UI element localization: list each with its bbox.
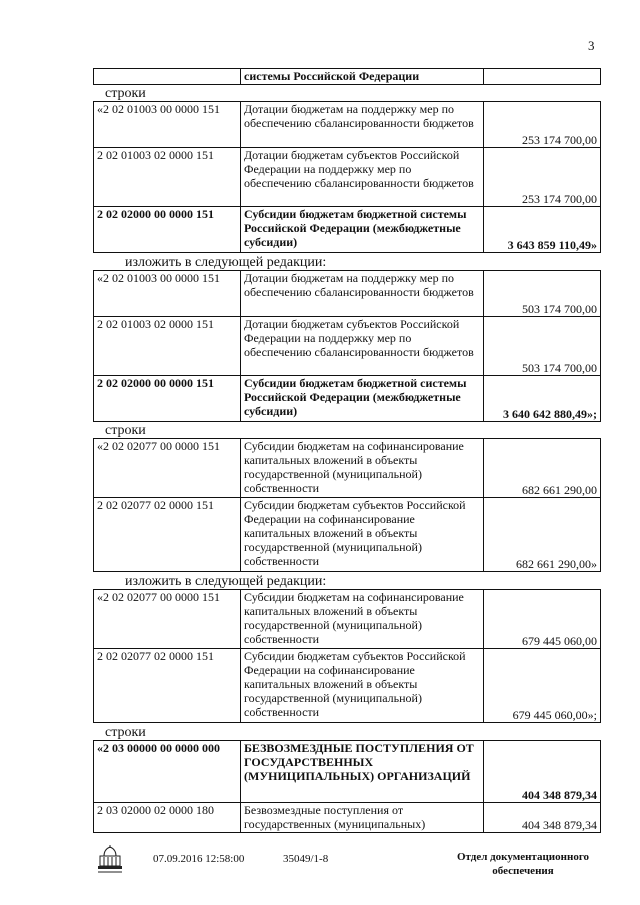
table-cell-name: Субсидии бюджетам бюджетной системы Российской Федерации (межбюджетные субсидии) (241, 376, 484, 422)
table-cell-code: 2 02 01003 02 0000 151 (94, 148, 241, 207)
page-number: 3 (588, 38, 595, 53)
table-cell-amount: 253 174 700,00 (484, 148, 601, 207)
table-cell-name: Безвозмездные поступления от государственных (муниципальных) (241, 803, 484, 833)
table-block-4 (93, 589, 601, 723)
table-cell-name: Дотации бюджетам субъектов Российской Федерации на поддержку мер по обеспечению сбалансированности бюджетов (241, 317, 484, 376)
table-cell-code: «2 03 00000 00 0000 000 (94, 741, 241, 803)
table-cell-amount (484, 69, 601, 85)
table-cell-code: 2 02 02077 02 0000 151 (94, 498, 241, 572)
table-cell-amount: 682 661 290,00» (484, 498, 601, 572)
table-cell-amount: 503 174 700,00 (484, 317, 601, 376)
table-block-2 (93, 270, 601, 422)
top-fragment-table (93, 68, 601, 85)
table-cell-amount: 404 348 879,34 (484, 741, 601, 803)
table-cell-name: Субсидии бюджетам бюджетной системы Российской Федерации (межбюджетные субсидии) (241, 207, 484, 253)
table-cell-name: Субсидии бюджетам на софинансирование капитальных вложений в объекты государственной (муниципальной) собственности (241, 590, 484, 649)
table-cell-name: Субсидии бюджетам на софинансирование капитальных вложений в объекты государственной (муниципальной) собственности (241, 439, 484, 498)
footer-date: 07.09.2016 12:58:00 (153, 853, 245, 865)
label-stroki: строки (105, 86, 146, 101)
duma-logo-icon (96, 845, 124, 875)
table-cell-name: Субсидии бюджетам субъектов Российской Федерации на софинансирование капитальных вложений в объекты государственной (муниципальной) собственности (241, 498, 484, 572)
table-cell-code: 2 02 02000 00 0000 151 (94, 376, 241, 422)
table-cell-code: 2 02 01003 02 0000 151 (94, 317, 241, 376)
table-cell-code: «2 02 02077 00 0000 151 (94, 590, 241, 649)
table-block-1 (93, 101, 601, 253)
table-cell-amount: 3 640 642 880,49»; (484, 376, 601, 422)
label-stroki: строки (105, 725, 146, 740)
table-cell-amount: 3 643 859 110,49» (484, 207, 601, 253)
label-stroki: строки (105, 423, 146, 438)
table-cell-code: «2 02 02077 00 0000 151 (94, 439, 241, 498)
label-izlozhit: изложить в следующей редакции: (125, 574, 327, 589)
table-cell-name: Дотации бюджетам на поддержку мер по обеспечению сбалансированности бюджетов (241, 271, 484, 317)
table-cell-name: БЕЗВОЗМЕЗДНЫЕ ПОСТУПЛЕНИЯ ОТ ГОСУДАРСТВЕННЫХ (МУНИЦИПАЛЬНЫХ) ОРГАНИЗАЦИЙ (241, 741, 484, 803)
table-cell-amount: 682 661 290,00 (484, 439, 601, 498)
table-cell-code (94, 69, 241, 85)
table-cell-code: 2 02 02077 02 0000 151 (94, 649, 241, 723)
footer-doc-number: 35049/1-8 (283, 853, 329, 865)
table-cell-name: системы Российской Федерации (241, 69, 484, 85)
label-izlozhit: изложить в следующей редакции: (125, 255, 327, 270)
table-cell-amount: 679 445 060,00 (484, 590, 601, 649)
table-cell-name: Дотации бюджетам на поддержку мер по обеспечению сбалансированности бюджетов (241, 102, 484, 148)
table-cell-amount: 679 445 060,00»; (484, 649, 601, 723)
footer-department: Отдел документационного обеспечения (456, 851, 590, 877)
table-cell-code: «2 02 01003 00 0000 151 (94, 102, 241, 148)
table-cell-code: 2 02 02000 00 0000 151 (94, 207, 241, 253)
table-cell-amount: 253 174 700,00 (484, 102, 601, 148)
table-cell-code: 2 03 02000 02 0000 180 (94, 803, 241, 833)
table-cell-name: Дотации бюджетам субъектов Российской Федерации на поддержку мер по обеспечению сбалансированности бюджетов (241, 148, 484, 207)
table-cell-amount: 503 174 700,00 (484, 271, 601, 317)
table-block-3 (93, 438, 601, 572)
table-cell-name: Субсидии бюджетам субъектов Российской Федерации на софинансирование капитальных вложений в объекты государственной (муниципальной) собственности (241, 649, 484, 723)
table-cell-amount: 404 348 879,34 (484, 803, 601, 833)
table-cell-code: «2 02 01003 00 0000 151 (94, 271, 241, 317)
table-block-5 (93, 740, 601, 833)
